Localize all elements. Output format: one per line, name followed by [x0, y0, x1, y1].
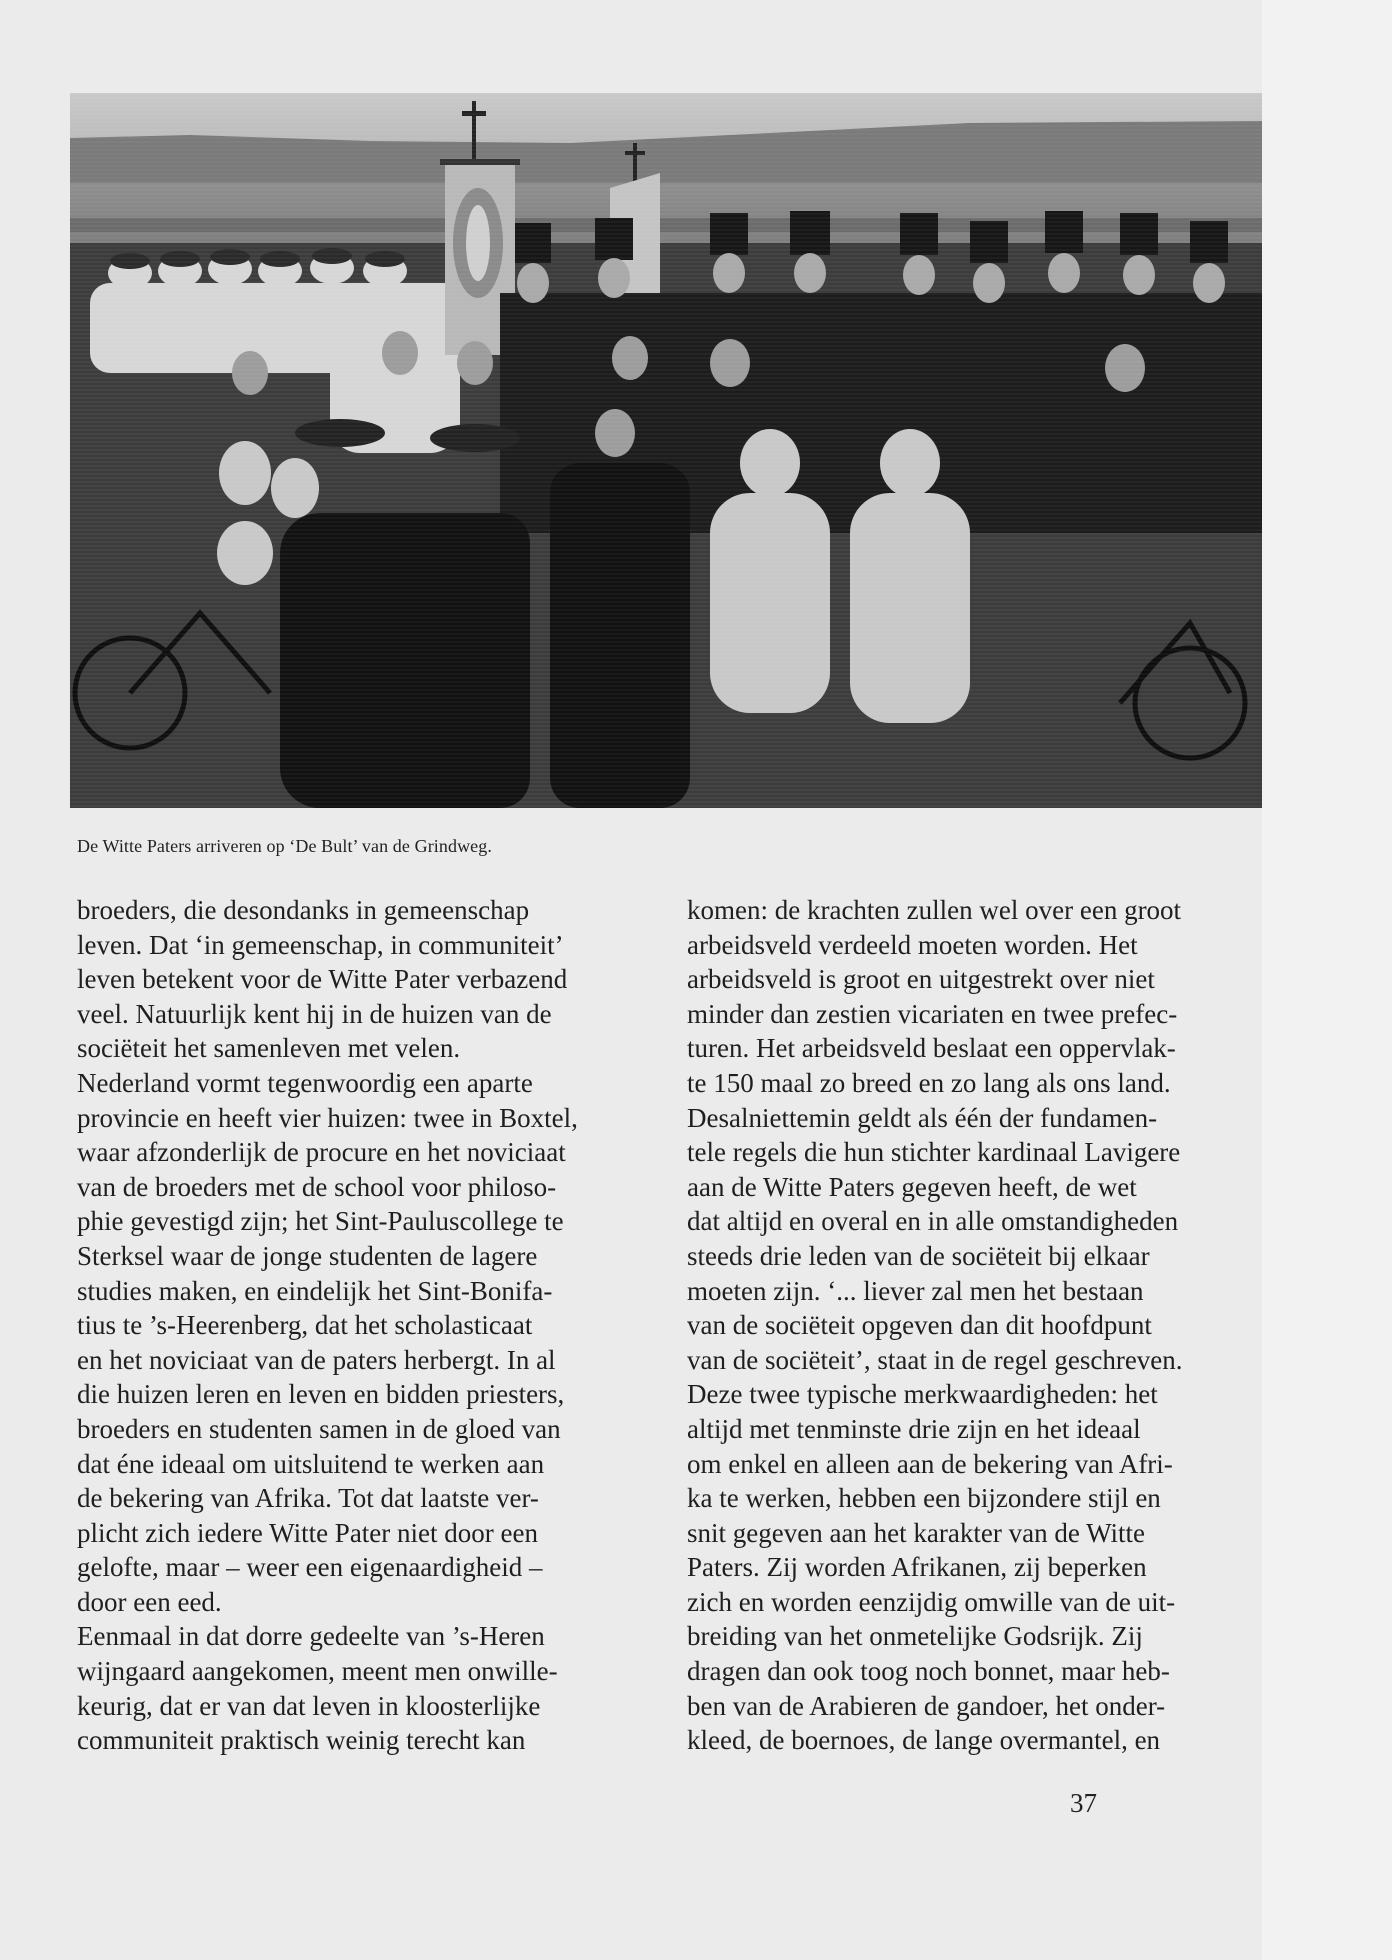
text-line: zich en worden eenzijdig omwille van de uit- [687, 1586, 1176, 1617]
text-line: plicht zich iedere Witte Pater niet door een [77, 1517, 538, 1548]
text-line: phie gevestigd zijn; het Sint-Pauluscollege te [77, 1206, 564, 1237]
page-number: 37 [1070, 1788, 1097, 1818]
text-line: breiding van het onmetelijke Godsrijk. Zij [687, 1621, 1143, 1652]
text-line: broeders en studenten samen in de gloed van [77, 1413, 561, 1444]
text-line: dragen dan ook toog noch bonnet, maar heb- [687, 1656, 1170, 1687]
text-line: die huizen leren en leven en bidden priesters, [77, 1379, 565, 1410]
text-line: te 150 maal zo breed en zo lang als ons land. [687, 1067, 1171, 1098]
text-line: Sterksel waar de jonge studenten de lagere [77, 1240, 538, 1271]
text-line: van de sociëteit opgeven dan dit hoofdpunt [687, 1310, 1152, 1341]
text-line: Desalniettemin geldt als één der fundamen- [687, 1102, 1158, 1133]
text-line: van de sociëteit’, staat in de regel geschreven. [687, 1344, 1183, 1375]
text-line: arbeidsveld verdeeld moeten worden. Het [687, 929, 1138, 960]
text-line: snit gegeven aan het karakter van de Witte [687, 1517, 1145, 1548]
text-line: gelofte, maar – weer een eigenaardigheid – [77, 1552, 543, 1583]
text-line: tele regels die hun stichter kardinaal Lavigere [687, 1137, 1181, 1168]
text-line: de bekering van Afrika. Tot dat laatste ver- [77, 1483, 539, 1514]
text-line: Nederland vormt tegenwoordig een aparte [77, 1067, 533, 1098]
text-column-right [687, 893, 1277, 1758]
text-line: Deze twee typische merkwaardigheden: het [687, 1379, 1158, 1410]
text-line: dat éne ideaal om uitsluitend te werken aan [77, 1448, 545, 1479]
text-line: leven. Dat ‘in gemeenschap, in communiteit’ [77, 929, 564, 960]
text-line: moeten zijn. ‘... liever zal men het bestaan [687, 1275, 1144, 1306]
text-line: tius te ’s-Heerenberg, dat het scholasticaat [77, 1310, 533, 1341]
text-line: arbeidsveld is groot en uitgestrekt over niet [687, 964, 1155, 995]
text-line: minder dan zestien vicariaten en twee prefec- [687, 998, 1178, 1029]
text-line: studies maken, en eindelijk het Sint-Bonifa- [77, 1275, 553, 1306]
text-line: altijd met tenminste drie zijn en het ideaal [687, 1413, 1141, 1444]
text-line: door een eed. [77, 1586, 222, 1617]
text-line: leven betekent voor de Witte Pater verbazend [77, 964, 568, 995]
adjacent-page-edge [1262, 0, 1392, 1960]
text-line: komen: de krachten zullen wel over een groot [687, 895, 1182, 925]
text-line: Paters. Zij worden Afrikanen, zij beperken [687, 1552, 1147, 1583]
text-line: van de broeders met de school voor philoso- [77, 1171, 557, 1202]
text-line: kleed, de boernoes, de lange overmantel, en [687, 1725, 1161, 1756]
text-line: provincie en heeft vier huizen: twee in Boxtel, [77, 1102, 578, 1133]
text-line: turen. Het arbeidsveld beslaat een oppervlak- [687, 1033, 1176, 1064]
text-line: sociëteit het samenleven met velen. [77, 1033, 461, 1064]
text-line: steeds drie leden van de sociëteit bij elkaar [687, 1240, 1150, 1271]
text-line: communiteit praktisch weinig terecht kan [77, 1725, 526, 1756]
text-line: broeders, die desondanks in gemeenschap [77, 895, 530, 925]
text-line: om enkel en alleen aan de bekering van Afri- [687, 1448, 1173, 1479]
text-line: dat altijd en overal en in alle omstandigheden [687, 1206, 1179, 1237]
procession-photo [70, 93, 1262, 808]
text-line: veel. Natuurlijk kent hij in de huizen van de [77, 998, 552, 1029]
text-line: ben van de Arabieren de gandoer, het onder- [687, 1690, 1166, 1721]
text-column-left [77, 893, 667, 1758]
text-line: aan de Witte Paters gegeven heeft, de wet [687, 1171, 1137, 1202]
text-line: Eenmaal in dat dorre gedeelte van ’s-Heren [77, 1621, 545, 1652]
text-line: en het noviciaat van de paters herbergt. In al [77, 1344, 556, 1375]
photo-caption: De Witte Paters arriveren op ‘De Bult’ van de Grindweg. [77, 836, 492, 856]
text-line: waar afzonderlijk de procure en het noviciaat [77, 1137, 566, 1168]
text-line: ka te werken, hebben een bijzondere stijl en [687, 1483, 1161, 1514]
text-line: keurig, dat er van dat leven in kloosterlijke [77, 1690, 541, 1721]
text-line: wijngaard aangekomen, meent men onwille- [77, 1656, 558, 1687]
